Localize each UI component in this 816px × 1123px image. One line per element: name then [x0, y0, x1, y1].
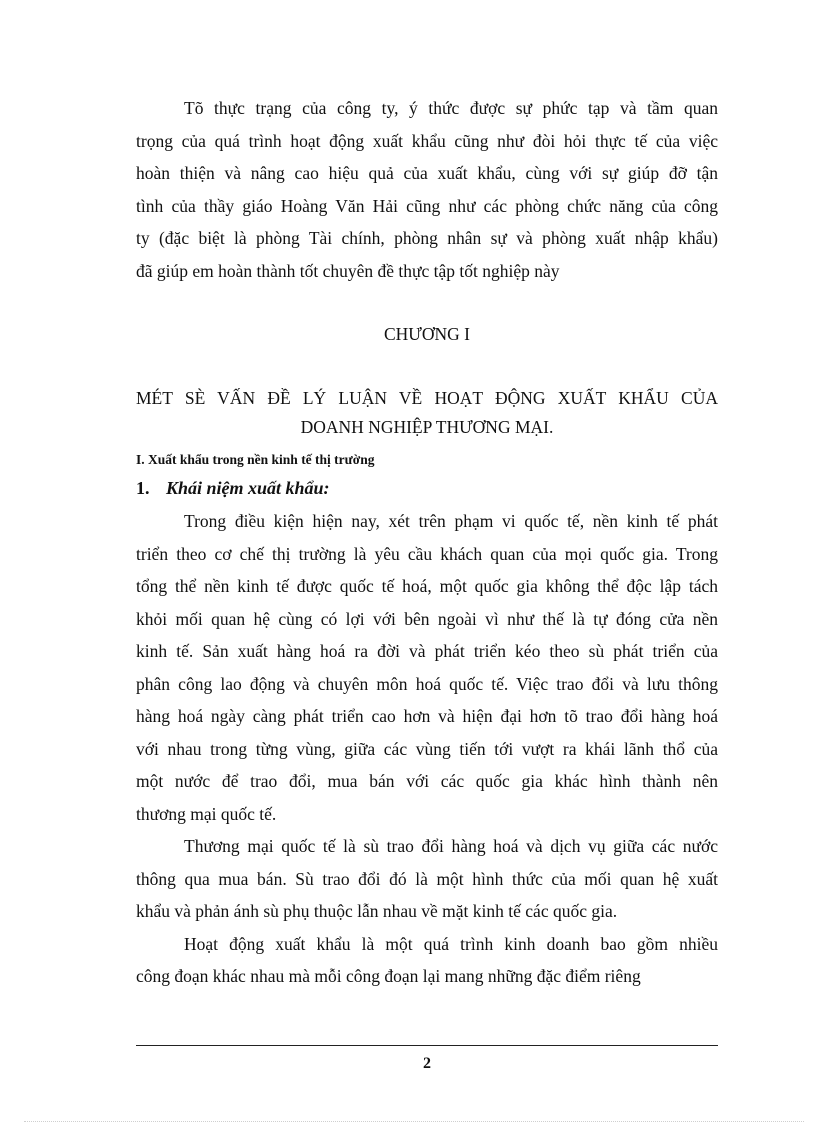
chapter-heading	[136, 384, 718, 442]
subsection-title: Khái niệm xuất khẩu:	[166, 478, 330, 498]
subsection-number: 1.	[136, 478, 150, 498]
paragraph-line: ty (đặc biệt là phòng Tài chính, phòng nhân sự và phòng xuất nhập khẩu)	[136, 228, 718, 248]
paragraph-line: thương mại quốc tế.	[136, 803, 277, 824]
chapter-heading-line: DOANH NGHIỆP THƯƠNG MẠI.	[300, 417, 554, 437]
paragraph-line: hàng hoá ngày càng phát triển cao hơn và hiện đại hơn tõ trao đổi hàng hoá	[136, 706, 718, 726]
paragraph-line: công đoạn khác nhau mà mỗi công đoạn lại mang những đặc điểm riêng	[136, 966, 641, 986]
paragraph-line: triển theo cơ chế thị trường là yêu cầu khách quan của mọi quốc gia. Trong	[136, 543, 718, 564]
chapter-title: CHƯƠNG I	[383, 324, 470, 344]
paragraph-line: Tõ thực trạng của công ty, ý thức được sự phức tạp và tầm quan	[184, 98, 718, 118]
paragraph-line: Thương mại quốc tế là sù trao đổi hàng hoá và dịch vụ giữa các nước	[184, 836, 718, 856]
intro-paragraph	[136, 92, 718, 287]
chapter-heading-line: MÉT SÈ VẤN ĐỀ LÝ LUẬN VỀ HOẠT ĐỘNG XUẤT KHẨU CỦA	[136, 388, 718, 408]
paragraph-line: tình của thầy giáo Hoàng Văn Hải cũng như các phòng chức năng của công	[136, 195, 718, 216]
section-heading: I. Xuất khẩu trong nền kinh tế thị trường	[136, 452, 375, 467]
paragraph-line: Trong điều kiện hiện nay, xét trên phạm vi quốc tế, nền kinh tế phát	[184, 511, 718, 531]
paragraph-line: với nhau trong từng vùng, giữa các vùng tiến tới vượt ra khái lãnh thổ của	[136, 738, 718, 759]
body-text	[136, 505, 718, 993]
paragraph-line: tổng thể nền kinh tế được quốc tế hoá, một quốc gia không thể độc lập tách	[136, 576, 718, 596]
paragraph-line: hoàn thiện và nâng cao hiệu quả của xuất khẩu, cùng với sự giúp đỡ tận	[136, 163, 718, 183]
paragraph-line: khỏi mối quan hệ cùng có lợi với bên ngoài vì như thế là tự đóng cửa nền	[136, 608, 718, 629]
page-number: 2	[423, 1055, 431, 1072]
paragraph-line: khẩu và phản ánh sù phụ thuộc lẫn nhau về mặt kinh tế các quốc gia.	[136, 901, 618, 921]
paragraph-line: trọng của quá trình hoạt động xuất khẩu cũng như đòi hỏi thực tế của việc	[136, 130, 718, 151]
paragraph-line: Hoạt động xuất khẩu là một quá trình kinh doanh bao gồm nhiều	[184, 933, 718, 954]
paragraph-line: thông qua mua bán. Sù trao đổi đó là một hình thức của mối quan hệ xuất	[136, 868, 718, 889]
paragraph-line: kinh tế. Sản xuất hàng hoá ra đời và phát triển kéo theo sù phát triển của	[136, 641, 718, 661]
paragraph-line: một nước để trao đổi, mua bán với các quốc gia khác hình thành nên	[136, 771, 718, 791]
page-edge-dotted-line	[24, 1121, 804, 1122]
paragraph-line: phân công lao động và chuyên môn hoá quốc tế. Việc trao đổi và lưu thông	[136, 673, 718, 694]
subsection-heading	[136, 475, 330, 501]
footer-divider	[136, 1045, 718, 1046]
paragraph-line: đã giúp em hoàn thành tốt chuyên đề thực tập tốt nghiệp này	[136, 260, 560, 281]
